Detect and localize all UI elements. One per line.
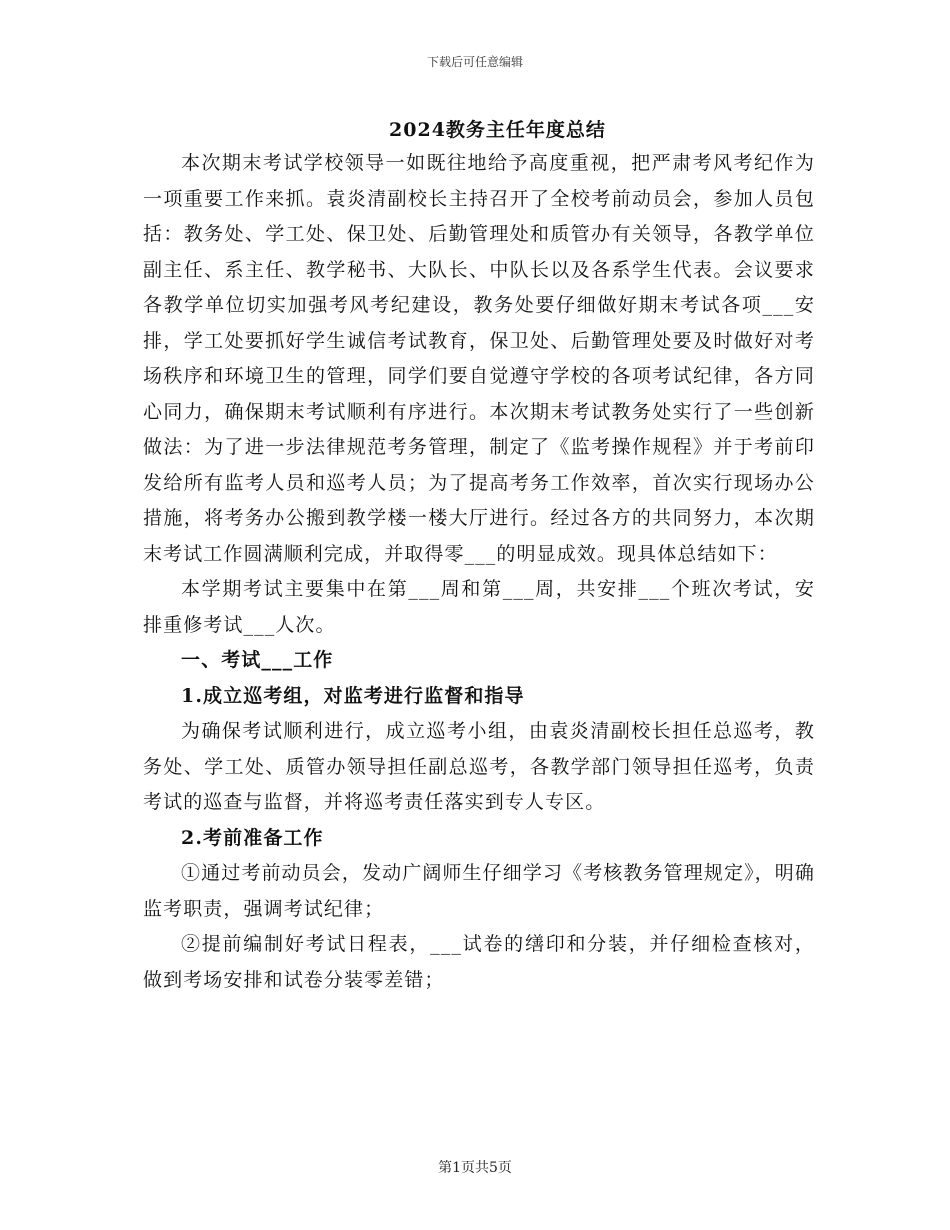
- intro-paragraph: 本次期末考试学校领导一如既往地给予高度重视，把严肃考风考纪作为一项重要工作来抓。袁炎清副校长主持召开了全校考前动员会，参加人员包括：教务处、学工处、保卫处、后勤管理处和质管办有关领导，各教学单位副主任、系主任、教学秘书、大队长、中队长以及各系学生代表。会议要求各教学单位切实加强考风考纪建设，教务处要仔细做好期末考试各项___安排，学工处要抓好学生诚信考试教育，保卫处、后勤管理处要及时做好对考场秩序和环境卫生的管理，同学们要自觉遵守学校的各项考试纪律，各方同心同力，确保期末考试顺利有序进行。本次期末考试教务处实行了一些创新做法：为了进一步法律规范考务管理，制定了《监考操作规程》并于考前印发给所有监考人员和巡考人员；为了提高考务工作效率，首次实行现场办公措施，将考务办公搬到教学楼一楼大厅进行。经过各方的共同努力，本次期末考试工作圆满顺利完成，并取得零___的明显成效。现具体总结如下：: [143, 152, 815, 565]
- download-note: 下载后可任意编辑: [426, 55, 523, 69]
- preparation-item-1: ①通过考前动员会，发动广阔师生仔细学习《考核教务管理规定》，明确监考职责，强调考试纪律；: [143, 862, 815, 920]
- subsection-heading-inspection-group: 1.成立巡考组，对监考进行监督和指导: [181, 684, 525, 707]
- schedule-paragraph: 本学期考试主要集中在第___周和第___周，共安排___个班次考试，安排重修考试___人次。: [143, 578, 815, 636]
- inspection-group-paragraph: 为确保考试顺利进行，成立巡考小组，由袁炎清副校长担任总巡考，教务处、学工处、质管办领导担任副总巡考，各教学部门领导担任巡考，负责考试的巡查与监督，并将巡考责任落实到专人专区。: [143, 720, 815, 813]
- document-body: [143, 146, 815, 998]
- page-number: 第1页共5页: [438, 1160, 512, 1176]
- preparation-item-2: ②提前编制好考试日程表，___试卷的缮印和分装，并仔细检查核对，做到考场安排和试卷分装零差错；: [143, 933, 815, 991]
- section-heading-exam-work: 一、考试___工作: [181, 649, 334, 671]
- subsection-heading-preparation: 2.考前准备工作: [181, 826, 324, 849]
- document-title: 2024教务主任年度总结: [389, 119, 606, 141]
